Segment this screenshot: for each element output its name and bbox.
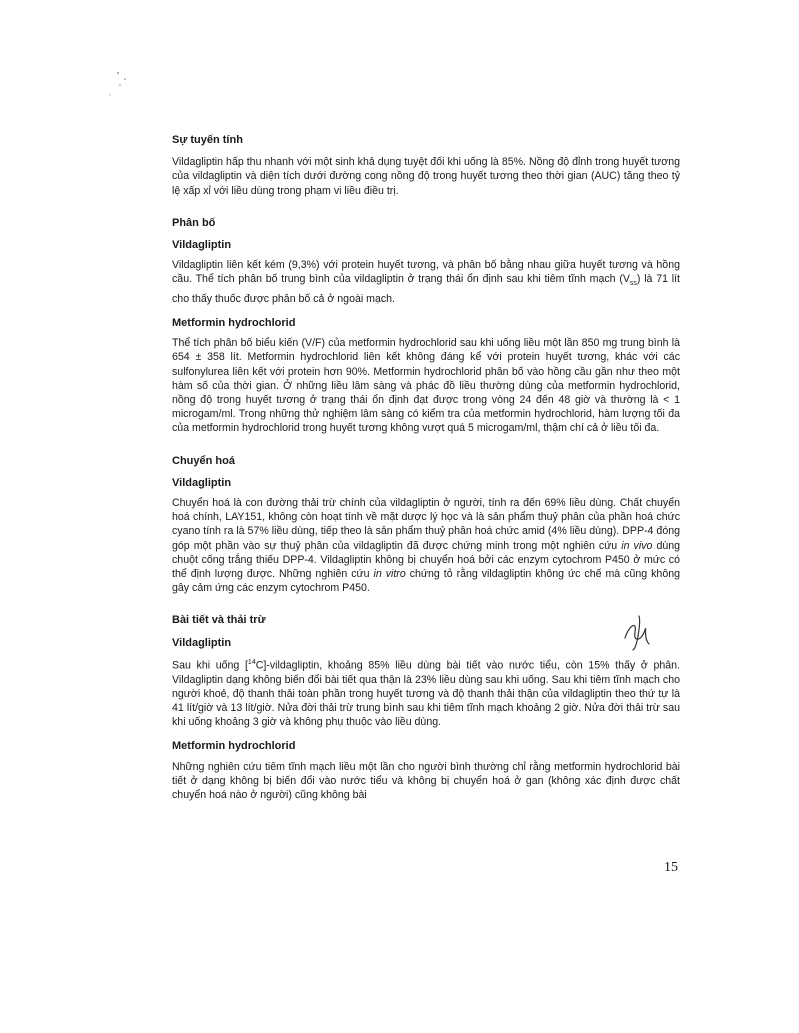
page-number: 15 (664, 860, 678, 875)
subheading-metformin-excretion: Metformin hydrochlorid (172, 740, 296, 753)
paragraph-metformin-distribution: Thể tích phân bố biểu kiến (V/F) của metformin hydrochlorid sau khi uống liều một lần 850 mg trung bình là 654 ± 358 lít. Metformin hydrochlorid liên kết không đáng kể với protein huyết tương, khác với các sulfonylurea liên kết với protein hơn 90%. Metformin hydrochlorid phân bố vào hồng cầu gần như theo một hàm số của thời gian. Ở những liều lâm sàng và phác đồ liều thường dùng của metformin hydrochlorid, nồng độ trong huyết tương ở trạng thái ổn định đạt được trong vòng 24 đến 48 giờ và thường là < 1 microgam/ml. Trong những thử nghiệm lâm sàng có kiểm tra của metformin hydrochlorid, hàm lượng tối đa của metformin hydrochlorid trong huyết tương không vượt quá 5 microgam/ml, thậm chí cả ở liều tối đa. (172, 337, 680, 435)
subheading-vildagliptin-distribution: Vildagliptin (172, 239, 232, 252)
paragraph-metformin-excretion: Những nghiên cứu tiêm tĩnh mạch liều một lần cho người bình thường chỉ rằng metformin hydrochlorid bài tiết ở dạng không bị biến đổi vào nước tiểu và không bị chuyển hoá ở gan (không xác định được chất chuyển hoá nào ở người) cũng không bài (172, 760, 680, 801)
section-heading-excretion: Bài tiết và thải trừ (172, 614, 266, 627)
italic-in-vitro: in vitro (373, 567, 406, 580)
italic-in-vivo: in vivo (621, 539, 653, 552)
subheading-metformin-distribution: Metformin hydrochlorid (172, 316, 296, 329)
handwritten-initials-signature (615, 608, 661, 654)
document-body (172, 133, 680, 812)
subscript-ss: ss (629, 280, 637, 288)
scan-speck-marks (100, 65, 140, 105)
section-heading-distribution: Phân bố (172, 216, 216, 229)
subheading-vildagliptin-metabolism: Vildagliptin (172, 476, 232, 489)
paragraph-vildagliptin-distribution: Vildagliptin liên kết kém (9,3%) với protein huyết tương, và phân bố bằng nhau giữa huyết tương và hồng cầu. Thể tích phân bố trung bình của vildagliptin ở trạng thái ổn định sau khi tiêm tĩnh mạch $(V_{ss})$ là 71 lít cho thấy thuốc được phân bố cả ở ngoài mạch. (172, 259, 680, 305)
paragraph-vildagliptin-excretion: Sau khi uống [$^{14}$C]-vildagliptin, khoảng 85% liều dùng bài tiết vào nước tiểu, còn 15% thấy ở phân. Vildagliptin dạng không biến đổi bài tiết qua thận là 23% liều dùng sau khi uống. Sau khi tiêm tĩnh mạch cho người khoẻ, độ thanh thải toàn phần trong huyết tương và độ thanh thải thận của vildagliptin theo thứ tự là 41 lít/giờ và 13 lít/giờ. Nửa đời thải trừ trung bình sau khi tiêm tĩnh mạch khoảng 2 giờ. Nửa đời thải trừ sau khi uống khoảng 3 giờ và không phụ thuộc vào liều dùng. (172, 658, 681, 729)
paragraph-linearity: Vildagliptin hấp thu nhanh với một sinh khả dụng tuyệt đối khi uống là 85%. Nồng độ đỉnh trong huyết tương của vildagliptin và diện tích dưới đường cong nồng độ trong huyết tương theo thời gian (AUC) tăng theo tỷ lệ xấp xỉ với liều dùng trong phạm vi liều điều trị. (172, 156, 680, 197)
section-heading-linearity: Sự tuyến tính (172, 134, 243, 146)
section-heading-metabolism: Chuyển hoá (172, 454, 235, 467)
subheading-vildagliptin-excretion: Vildagliptin (172, 636, 232, 649)
superscript-14: 14 (247, 658, 256, 666)
paragraph-vildagliptin-metabolism: Chuyển hoá là con đường thải trừ chính của vildagliptin ở người, tính ra đến 69% liều dùng. Chất chuyển hoá chính, LAY151, không còn hoạt tính về mặt dược lý học và là sản phẩm thuỷ phân của phần hoá chức cyano tính ra là 57% liều dùng, tiếp theo là sản phẩm thuỷ phân hoá chức amid (4% liều dùng). DPP-4 đóng góp một phần vào sự thuỷ phân của vildagliptin đã được chứng minh trong một nghiên cứu in vivo dùng chuột cống trắng thiếu DPP-4. Vildagliptin không bị chuyển hoá bởi các enzym cytochrom P450 ở mức có thể định lượng được. Những nghiên cứu in vitro chứng tỏ rằng vildagliptin không ức chế mà cũng không gây cảm ứng các enzym cytochrom P450. (172, 496, 681, 595)
